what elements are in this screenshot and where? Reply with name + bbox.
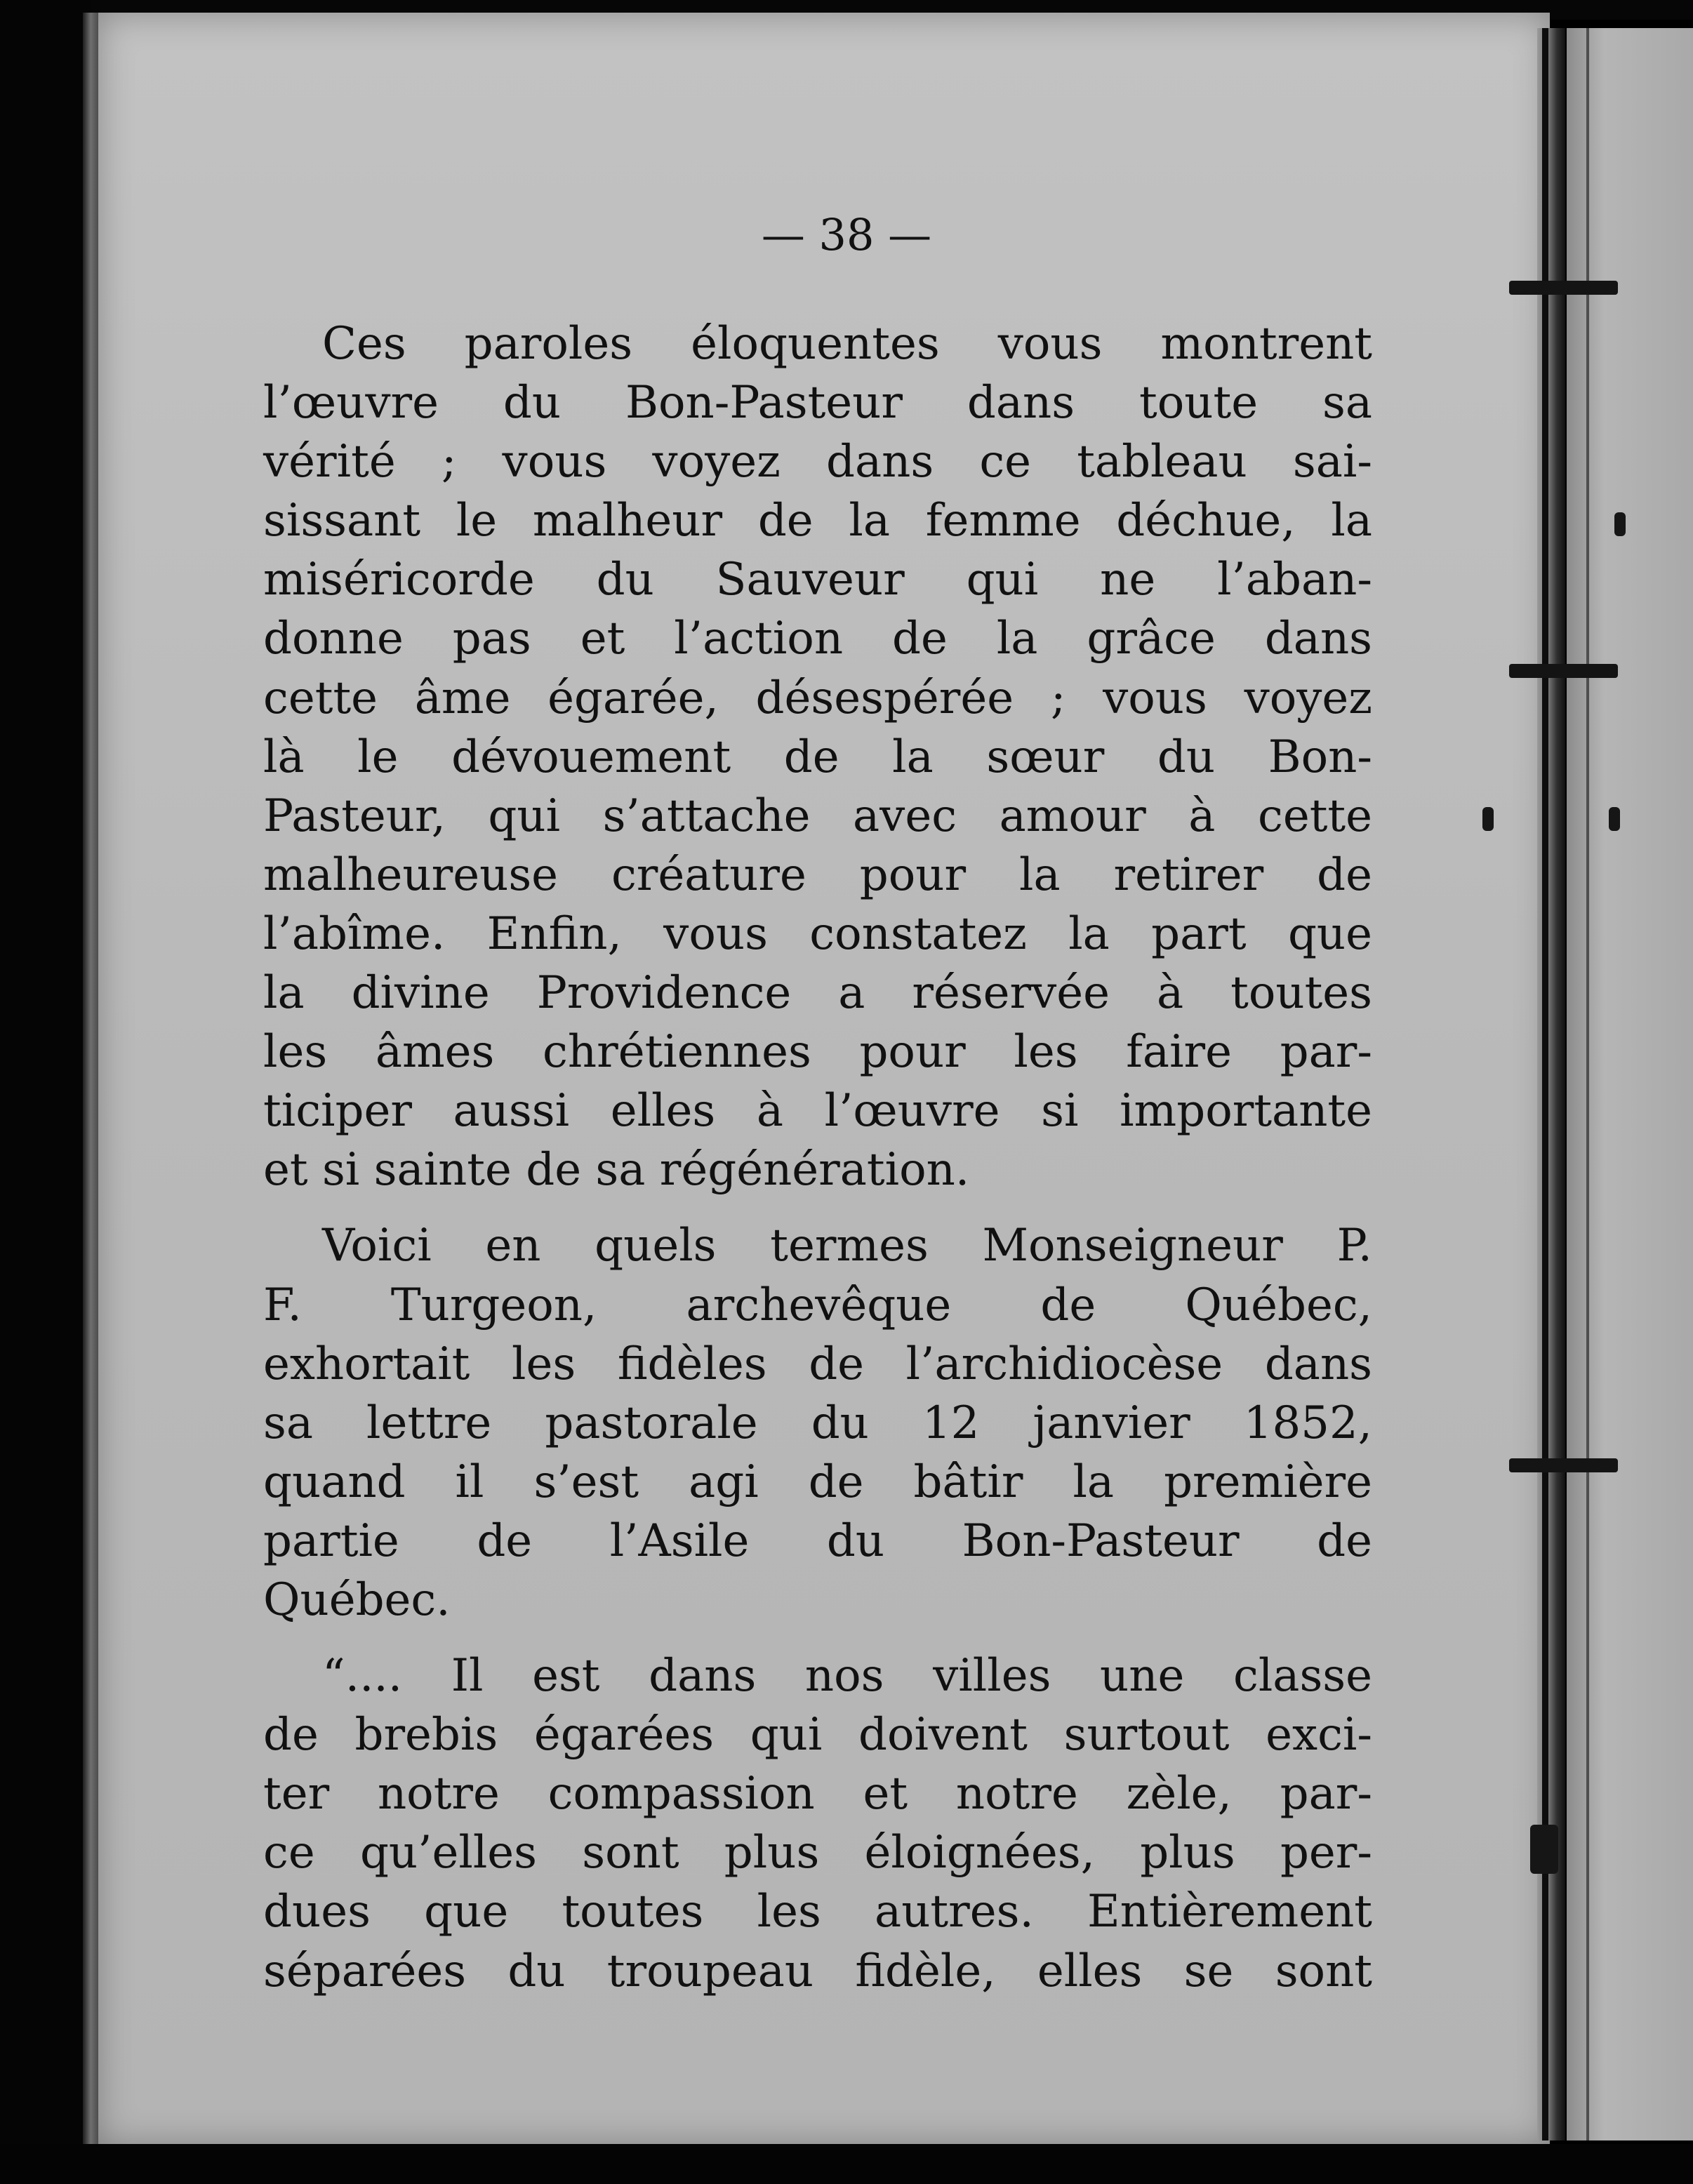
text-line: Québec. (263, 1573, 451, 1626)
binding-thread (1542, 28, 1548, 2140)
page-number: — 38 — (761, 209, 932, 260)
text-line: l’œuvre du Bon-Pasteur dans toute sa (263, 377, 1372, 430)
facing-page-line (1586, 28, 1589, 2140)
binding-stitch (1509, 281, 1618, 295)
text-line: séparées du troupeau fidèle, elles se sont (263, 1945, 1372, 1997)
binding-stitch (1509, 1458, 1618, 1472)
paragraph (263, 1646, 1372, 2001)
text-line: l’abîme. Enfin, vous constatez la part que (263, 907, 1372, 960)
binding-knot (1609, 807, 1620, 831)
text-line: sa lettre pastorale du 12 janvier 1852, (263, 1397, 1372, 1449)
book-gutter (1537, 28, 1565, 2140)
binding-stitch (1509, 664, 1618, 678)
text-line: ter notre compassion et notre zèle, par- (263, 1768, 1372, 1820)
text-line: Ces paroles éloquentes vous montrent (322, 318, 1372, 370)
text-line: de brebis égarées qui doivent surtout exci- (263, 1709, 1372, 1762)
text-line: F. Turgeon, archevêque de Québec, (263, 1279, 1372, 1331)
facing-page-edge (1567, 28, 1693, 2140)
scan-left-border (0, 0, 91, 2184)
text-line: dues que toutes les autres. Entièrement (263, 1886, 1372, 1938)
text-line: Voici en quels termes Monseigneur P. (322, 1220, 1372, 1272)
text-line: exhortait les fidèles de l’archidiocèse dans (263, 1338, 1372, 1390)
text-line: Pasteur, qui s’attache avec amour à cette (263, 790, 1372, 842)
text-line: là le dévouement de la sœur du Bon- (263, 731, 1372, 783)
text-line: sissant le malheur de la femme déchue, la (263, 495, 1372, 547)
text-line: “.... Il est dans nos villes une classe (322, 1650, 1372, 1703)
text-line: ce qu’elles sont plus éloignées, plus per- (263, 1827, 1372, 1879)
text-line: la divine Providence a réservée à toutes (263, 967, 1372, 1020)
text-line: vérité ; vous voyez dans ce tableau sai- (263, 436, 1372, 488)
text-line: ticiper aussi elles à l’œuvre si importante (263, 1085, 1372, 1138)
text-line: miséricorde du Sauveur qui ne l’aban- (263, 554, 1372, 606)
scan-bottom-border (0, 2144, 1693, 2184)
binding-knot (1530, 1825, 1558, 1874)
binding-knot (1614, 512, 1626, 536)
paragraph (263, 1216, 1372, 1630)
paragraph (263, 314, 1372, 1199)
binding-knot (1482, 807, 1494, 831)
text-line: quand il s’est agi de bâtir la première (263, 1456, 1372, 1508)
text-line: les âmes chrétiennes pour les faire par- (263, 1026, 1372, 1079)
text-line: partie de l’Asile du Bon-Pasteur de (263, 1514, 1372, 1567)
text-line: donne pas et l’action de la grâce dans (263, 613, 1372, 665)
text-line: malheureuse créature pour la retirer de (263, 848, 1372, 901)
text-line: cette âme égarée, désespérée ; vous voyez (263, 672, 1372, 724)
page-text (263, 314, 1372, 2001)
text-line: et si sainte de sa régénération. (263, 1144, 970, 1197)
